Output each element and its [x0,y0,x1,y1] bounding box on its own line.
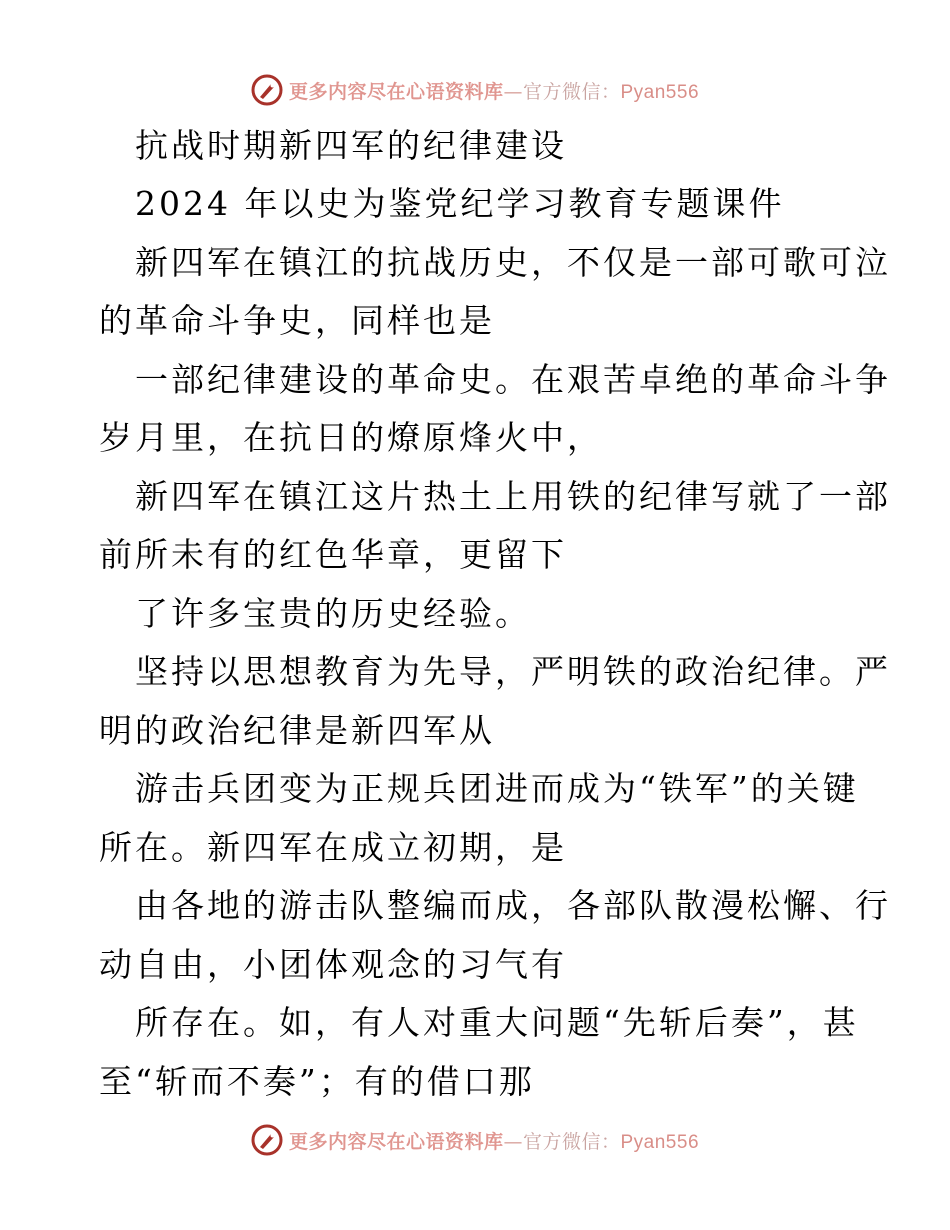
watermark-title: 更多内容尽在心语资料库 [288,1130,504,1153]
watermark-official: 官方微信： [522,1130,621,1153]
paragraph-line: 至“斩而不奏”；有的借口那 [99,1062,535,1101]
document-subtitle: 2024 年以史为鉴党纪学习教育专题课件 [135,184,785,223]
watermark-dash: — [503,80,523,103]
watermark-handle: Pyan556 [620,1131,700,1153]
watermark-dash: — [503,1130,523,1153]
paragraph-line: 一部纪律建设的革命史。在艰苦卓绝的革命斗争 [135,360,891,399]
watermark-official: 官方微信： [522,80,621,103]
paragraph-line: 游击兵团变为正规兵团进而成为“铁军”的关键 [135,769,859,808]
watermark-handle: Pyan556 [620,81,700,103]
pen-nib-logo-icon [251,1124,283,1156]
paragraph-line: 动自由，小团体观念的习气有 [99,945,567,984]
paragraph-line: 岁月里，在抗日的燎原烽火中， [99,418,603,457]
watermark-title: 更多内容尽在心语资料库 [288,80,504,103]
footer-watermark [0,1120,950,1160]
paragraph-line: 的革命斗争史，同样也是 [99,301,495,340]
paragraph-line: 由各地的游击队整编而成，各部队散漫松懈、行 [135,886,891,925]
paragraph-line: 所存在。如，有人对重大问题“先斩后奏”，甚 [135,1003,859,1042]
paragraph-line: 坚持以思想教育为先导，严明铁的政治纪律。严 [135,652,891,691]
paragraph-line: 新四军在镇江的抗战历史，不仅是一部可歌可泣 [135,243,891,282]
watermark-text [289,1127,699,1154]
paragraph-line: 明的政治纪律是新四军从 [99,711,495,750]
paragraph-line: 所在。新四军在成立初期，是 [99,828,567,867]
paragraph-line: 前所未有的红色华章，更留下 [99,535,567,574]
pen-nib-logo-icon [251,74,283,106]
paragraph-line: 了许多宝贵的历史经验。 [135,594,531,633]
paragraph-line: 新四军在镇江这片热土上用铁的纪律写就了一部 [135,477,891,516]
header-watermark [0,70,950,110]
document-title: 抗战时期新四军的纪律建设 [135,126,567,165]
watermark-text [289,77,699,104]
